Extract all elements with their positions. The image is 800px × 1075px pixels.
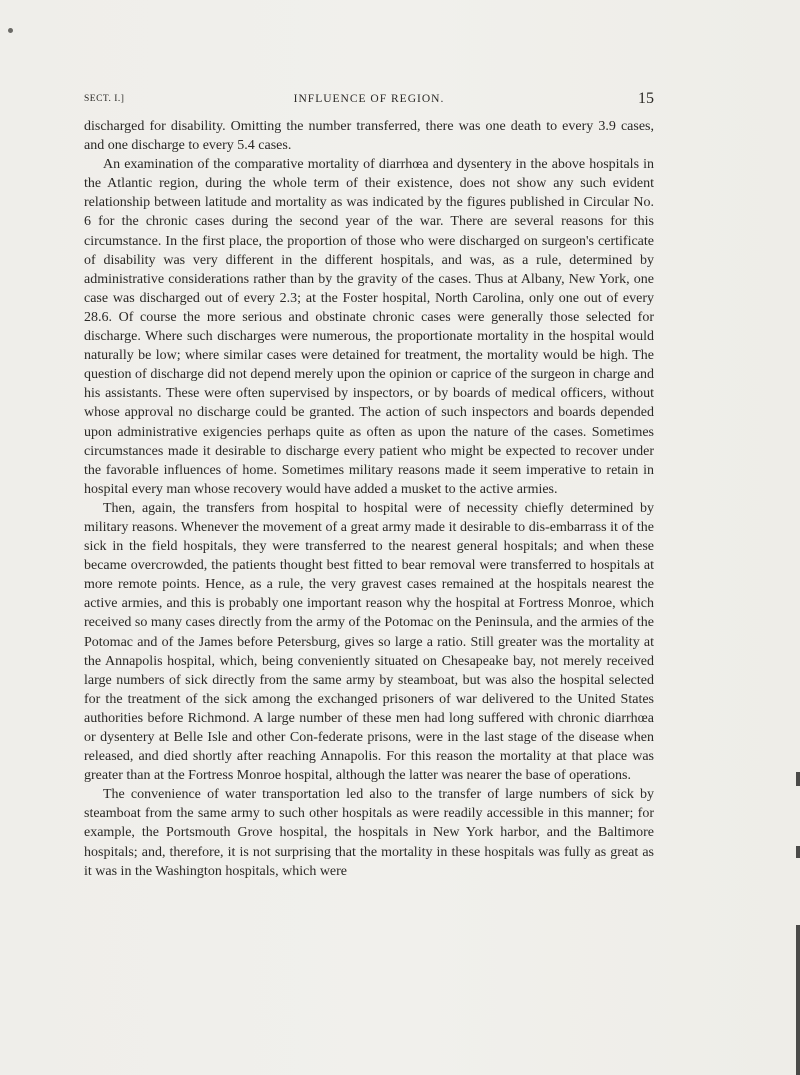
page-number: 15	[638, 90, 654, 107]
paragraph: discharged for disability. Omitting the number transferred, there was one death to every 3.9 cases, and one discharge to every 5.4 cases.	[84, 119, 654, 154]
scan-edge-mark	[796, 846, 800, 858]
paragraph: An examination of the comparative mortality of diarrhœa and dysentery in the above hospitals in the Atlantic region, during the whole term of their existence, does not show any such evident relationship between latitude and mortality as was indicated by the figures published in Circular No. 6 for the chronic cases during the second year of the war. There are several reasons for this circumstance. In the first place, the proportion of those who were discharged on surgeon's certificate of disability was very different in the different hospitals, and was, as a rule, determined by administrative considerations rather than by the gravity of the cases. Thus at Albany, New York, one case was discharged out of every 2.3; at the Foster hospital, North Carolina, only one out of every 28.6. Of course the more serious and obstinate chronic cases were generally those selected for discharge. Where such discharges were numerous, the proportionate mortality in the hospital would naturally be low; where similar cases were detained for treatment, the mortality would be high. The question of discharge did not depend merely upon the opinion or caprice of the surgeon in charge and his assistants. These were often supervised by inspectors, or by boards of medical officers, without whose approval no discharge could be granted. The action of such inspectors and boards depended upon administrative exigencies perhaps quite as often as upon the nature of the cases. Sometimes circumstances made it desirable to discharge every patient who might be expected to recover under the favorable influences of home. Sometimes military reasons made it seem imperative to retain in hospital every man whose recovery would have added a musket to the active armies.	[84, 157, 654, 497]
paragraph: Then, again, the transfers from hospital to hospital were of necessity chiefly determined by military reasons. Whenever the movement of a great army made it desirable to dis-embarrass it of the sick in the field hospitals, they were transferred to the nearest general hospitals; and when these became overcrowded, the patients thought best fitted to bear removal were transferred to hospitals at more remote points. Hence, as a rule, the very gravest cases remained at the hospitals nearest the active armies, and this is probably one important reason why the hospital at Fortress Monroe, which received so many cases directly from the army of the Potomac on the Peninsula, and the armies of the Potomac and of the James before Petersburg, gives so large a ratio. Still greater was the mortality at the Annapolis hospital, which, being conveniently situated on Chesapeake bay, not merely received large numbers of sick directly from the same army by steamboat, but was also the hospital selected for the treatment of the sick among the exchanged prisoners of war delivered to the United States authorities before Richmond. A large number of these men had long suffered with chronic diarrhœa or dysentery at Belle Isle and other Con-federate prisons, were in the last stage of the disease when released, and died shortly after reaching Annapolis. For this reason the mortality at that place was greater than at the Fortress Monroe hospital, although the latter was nearer the base of operations.	[84, 500, 654, 784]
scan-edge-mark	[796, 772, 800, 786]
scan-edge-mark	[796, 925, 800, 1075]
body-text	[84, 117, 654, 881]
scan-speck	[8, 28, 13, 33]
running-title: INFLUENCE OF REGION.	[293, 93, 445, 105]
section-label: SECT. I.]	[84, 94, 125, 104]
running-header	[84, 90, 654, 112]
paragraph: The convenience of water transportation led also to the transfer of large numbers of sick by steamboat from the same army to such other hospitals as were readily accessible in this manner; for example, the Portsmouth Grove hospital, the hospitals in New York harbor, and the Baltimore hospitals; and, therefore, it is not surprising that the mortality in these hospitals was fully as great as it was in the Washington hospitals, which were	[84, 787, 654, 879]
